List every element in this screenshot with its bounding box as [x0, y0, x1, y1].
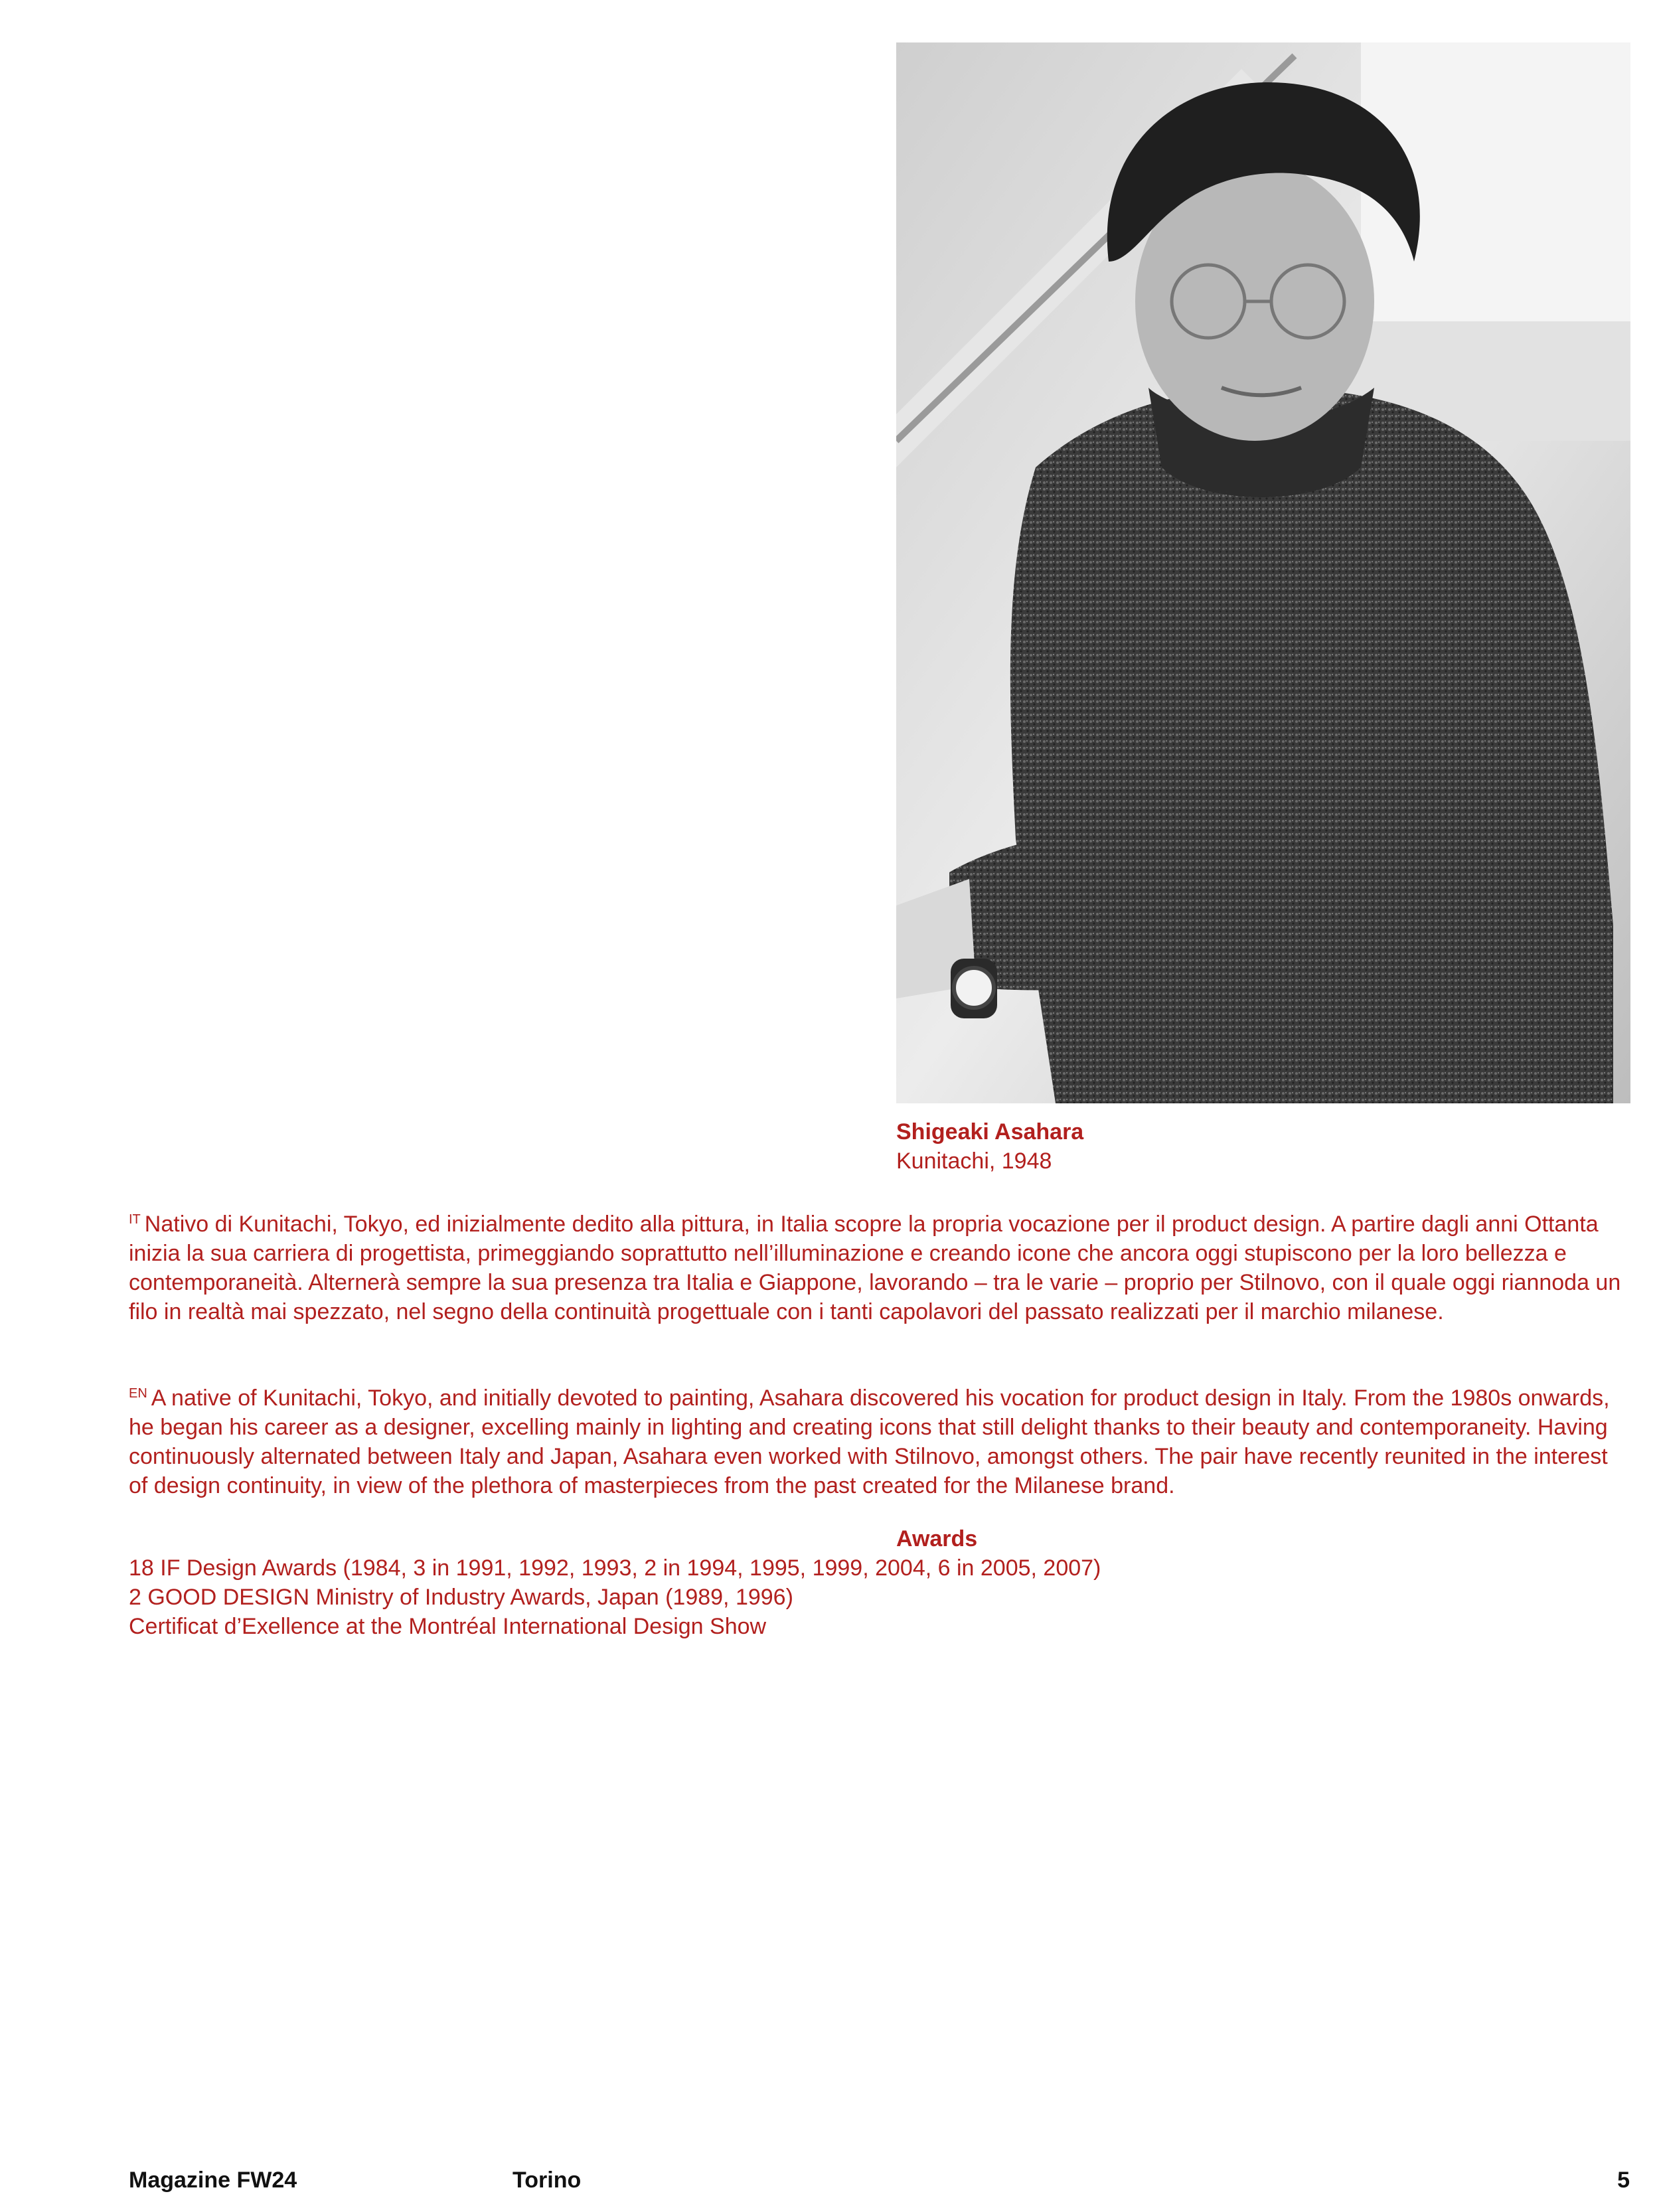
page-number: 5 — [1617, 2168, 1630, 2193]
bio-italian — [129, 1205, 1630, 1326]
bio-english-text: A native of Kunitachi, Tokyo, and initially devoted to painting, Asahara discovered his vocation for product design in Italy. From the 1980s onwards, he began his career as a designer, excelling mainly in lighting and creating icons that still delight thanks to their beauty and contemporaneity. Having continuously alternated between Italy and Japan, Asahara even worked with Stilnovo, amongst others. The pair have recently reunited in the interest of design continuity, in view of the plethora of masterpieces from the past created for the Milanese brand. — [129, 1385, 1610, 1498]
bio-english — [129, 1379, 1630, 1500]
awards-list — [129, 1553, 1101, 1641]
footer-collection: Torino — [513, 2168, 582, 2193]
footer-magazine: Magazine FW24 — [129, 2168, 297, 2193]
bio-italian-text: Nativo di Kunitachi, Tokyo, ed inizialmente dedito alla pittura, in Italia scopre la propria vocazione per il product design. A partire dagli anni Ottanta inizia la sua carriera di progettista, primeggiando soprattutto nell’illuminazione e creando icone che ancora oggi stupiscono per la loro bellezza e contemporaneità. Alternerà sempre la sua presenza tra Italia e Giappone, lavorando – tra le varie – proprio per Stilnovo, con il quale oggi riannoda un filo in realtà mai spezzato, nel segno della continuità progettuale con i tanti capolavori del passato realizzati per il marchio milanese. — [129, 1212, 1621, 1324]
portrait-illustration — [896, 42, 1630, 1103]
award-item: 2 GOOD DESIGN Ministry of Industry Awards, Japan (1989, 1996) — [129, 1585, 793, 1610]
designer-birthplace-year: Kunitachi, 1948 — [896, 1148, 1052, 1174]
lang-tag-en: EN — [129, 1386, 147, 1401]
award-item: 18 IF Design Awards (1984, 3 in 1991, 1992, 1993, 2 in 1994, 1995, 1999, 2004, 6 in 2005, 2007) — [129, 1555, 1101, 1581]
photo-caption — [896, 1117, 1083, 1176]
awards-heading: Awards — [896, 1526, 978, 1551]
lang-tag-it: IT — [129, 1212, 141, 1227]
award-item: Certificat d’Exellence at the Montréal International Design Show — [129, 1614, 767, 1639]
portrait-photo — [896, 42, 1630, 1103]
designer-name: Shigeaki Asahara — [896, 1119, 1084, 1145]
